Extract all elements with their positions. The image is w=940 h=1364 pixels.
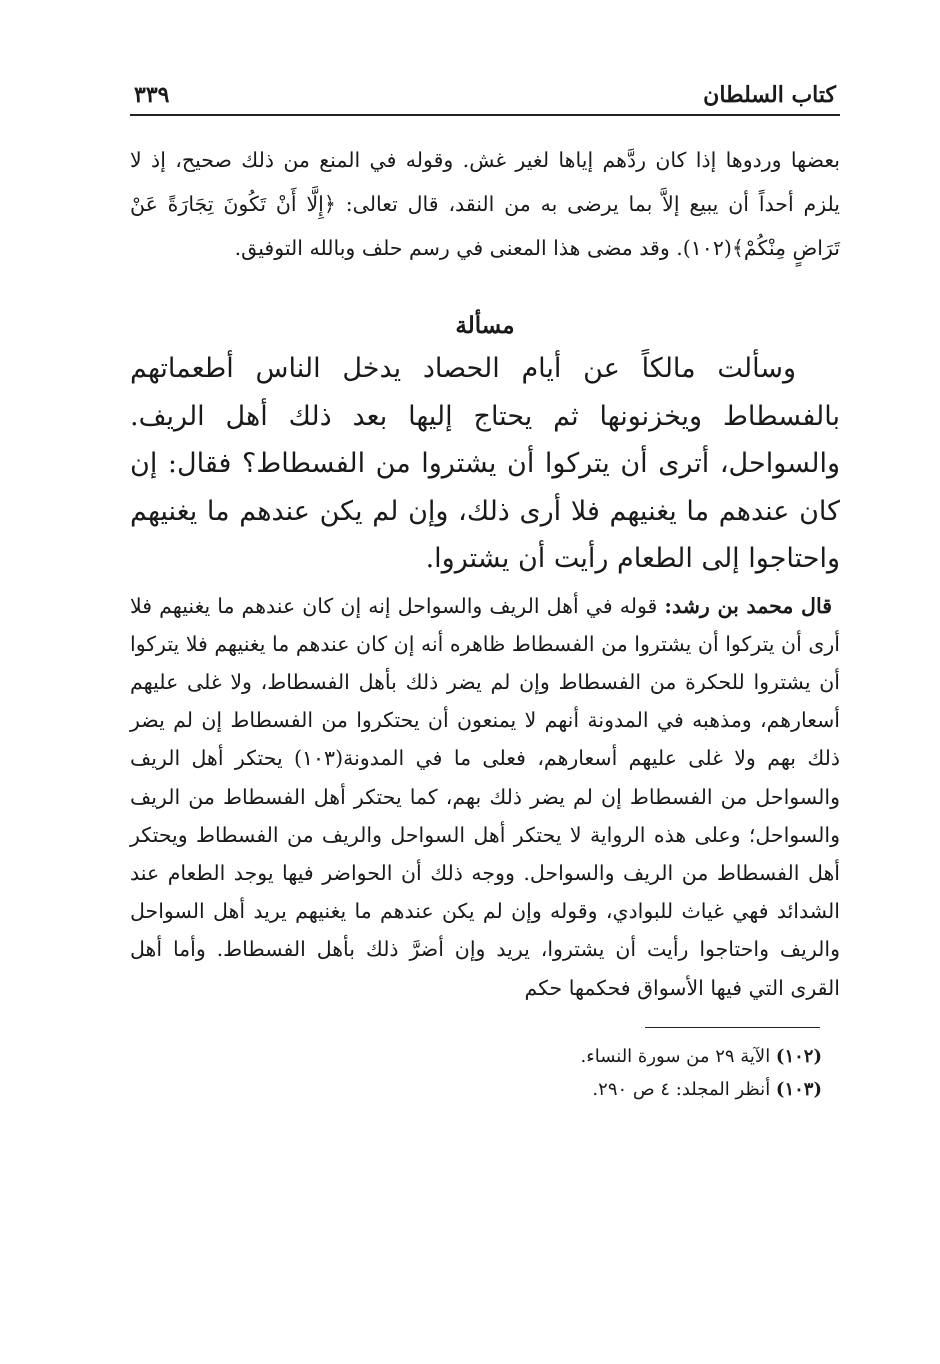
paragraph-continuation: بعضها وردوها إذا كان ردَّهم إياها لغير غش. وقوله في المنع من ذلك صحيح، إذ لا يلزم أحداً أن يبيع إلاَّ بما يرضى به من النقد، قال تعالى: ﴿إِلَّا أَنْ تَكُونَ تِجَارَةً عَنْ تَرَاضٍ مِنْكُمْ﴾(١٠٢). وقد مضى هذا المعنى في رسم حلف وبالله التوفيق. [130,148,840,260]
commentary-text: قوله في أهل الريف والسواحل إنه إن كان عندهم ما يغنيهم فلا أرى أن يتركوا أن يشتروا من الفسطاط ظاهره أنه إن كان عندهم ما يغنيهم فلا يتركوا أن يشتروا للحكرة من الفسطاط وإن لم يضر ذلك بأهل الفسطاط، ولا غلى عليهم أسعارهم، ومذهبه في المدونة أنهم لا يمنعون أن يحتكروا من الفسطاط إن لم يضر ذلك بهم ولا غلى عليهم أسعارهم، فعلى ما في المدونة(١٠٣) يحتكر أهل الريف والسواحل من الفسطاط إن لم يضر ذلك بهم، كما يحتكر أهل الفسطاط من الريف والسواحل؛ وعلى هذه الرواية لا يحتكر أهل السواحل والريف من الفسطاط ويحتكر أهل الفسطاط من الريف والسواحل. ووجه ذلك أن الحواضر فيها يوجد الطعام عند الشدائد فهي غياث للبوادي، وقوله وإن لم يكن عندهم ما يغنيهم يريد أهل السواحل والريف واحتاجوا رأيت أن يشتروا، يريد وإن أضرَّ ذلك بأهل الفسطاط. وأما أهل القرى التي فيها الأسواق فحكمها حكم [130,593,840,1000]
section-heading: مسألة [455,312,515,339]
book-title: كتاب السلطان [703,82,836,108]
footnote-mark: (١٠٣) [775,1078,822,1100]
book-page [130,82,840,1106]
footnote-mark: (١٠٢) [775,1045,822,1067]
question-paragraph: وسألت مالكاً عن أيام الحصاد يدخل الناس أطعماتهم بالفسطاط ويخزنونها ثم يحتاج إليها بعد ذلك أهل الريف. والسواحل، أترى أن يتركوا أن يشتروا من الفسطاط؟ فقال: إن كان عندهم ما يغنيهم فلا أرى ذلك، وإن لم يكن عندهم ما يغنيهم واحتاجوا إلى الطعام رأيت أن يشتروا. [130,353,840,574]
footnote [130,1040,822,1073]
running-header [130,82,840,116]
footnote-divider [645,1027,820,1028]
commentary-lead: قال محمد بن رشد: [664,593,832,618]
footnote-text: أنظر المجلد: ٤ ص ٢٩٠. [592,1078,776,1100]
footnote-text: الآية ٢٩ من سورة النساء. [580,1045,776,1067]
commentary-paragraph [130,587,840,1007]
page-number: ٣٣٩ [134,82,170,108]
footnotes [130,1040,822,1106]
footnote [130,1073,822,1106]
